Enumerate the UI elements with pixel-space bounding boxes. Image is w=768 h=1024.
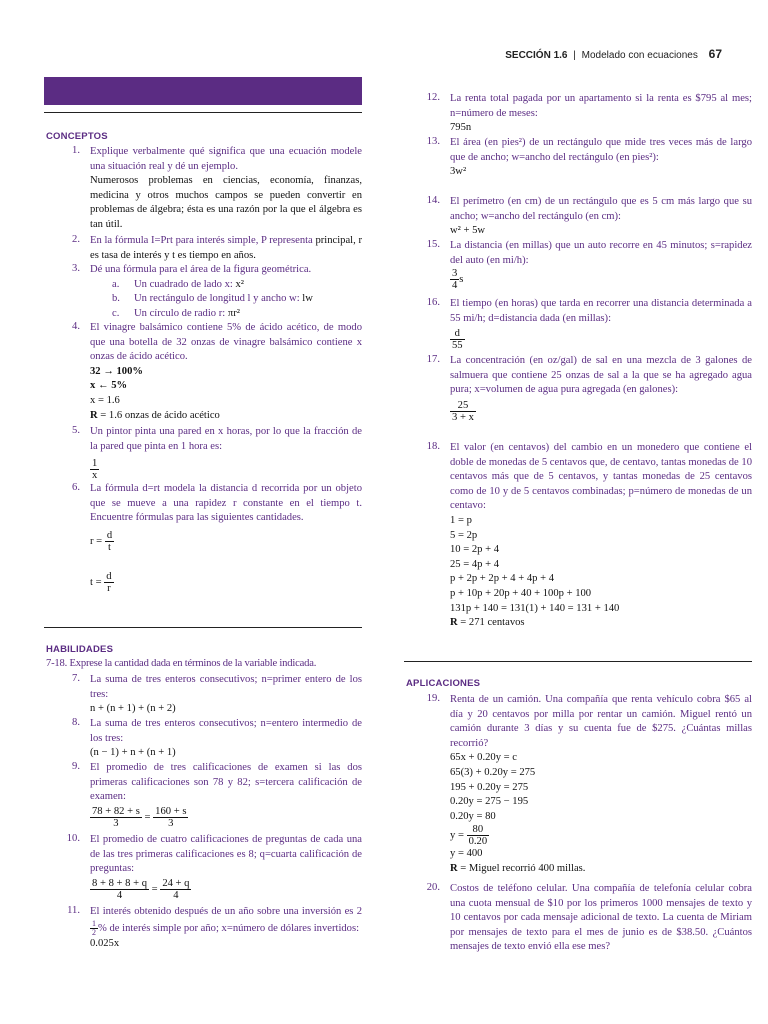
heading-aplicaciones: APLICACIONES [406, 678, 481, 689]
sub-label: b. [112, 293, 120, 305]
question-text: La suma de tres enteros consecutivos; n=primer entero de los tres: [90, 674, 362, 700]
work-line: 195 + 0.20y = 275 [450, 781, 529, 793]
question-text: Explique verbalmente qué significa que una ecuación modele una situación real y dé un ejemplo. [90, 146, 362, 172]
numerator: d [106, 570, 112, 582]
answer-expression [450, 268, 752, 291]
result-marker: R [450, 617, 458, 629]
answer-text: (n − 1) + n + (n + 1) [90, 747, 176, 759]
answer-equation [90, 806, 362, 829]
answer-expression [450, 824, 752, 847]
sub-item-b [90, 292, 362, 307]
variable: s [459, 274, 464, 286]
exercise-number: 14. [426, 195, 440, 206]
question-text: Costos de teléfono celular. Una compañía de telefonía celular cobra una cuota mensual de $10 por los primeros 1000 mensajes de texto y 10 centavos por cada mensaje adicional de texto. La cuenta de Miriam por mensajes de texto para el mes de junio es de $38.50. ¿Cuántos mensajes de texto envió ella ese mes? [450, 883, 752, 953]
exercise-banner [44, 77, 362, 105]
exercise-number: 3. [72, 263, 80, 274]
formula-fraction [105, 530, 114, 553]
answer-text: principal, r es tasa de interés y t es tiempo en años. [90, 235, 362, 261]
work-line: x = 1.6 [90, 394, 120, 406]
exercise-14 [404, 195, 752, 239]
exercise-8 [44, 717, 362, 761]
exercise-number: 20. [426, 882, 440, 893]
work-line: 32 → 100% [90, 365, 143, 377]
work-line: 65x + 0.20y = c [450, 752, 517, 764]
exercise-number: 17. [426, 354, 440, 365]
exercise-number: 6. [72, 482, 80, 493]
answer-fraction [90, 458, 99, 481]
denominator: 3 [113, 817, 119, 829]
denominator: 2 [92, 927, 96, 937]
work-line: 0.20y = 80 [450, 810, 496, 822]
sub-answer: πr² [227, 307, 240, 319]
question-text: En la fórmula I=Prt para interés simple, P representa [90, 235, 313, 246]
exercise-number: 15. [426, 239, 440, 250]
exercise-number: 1. [72, 145, 80, 156]
exercise-16 [404, 297, 752, 351]
denominator: 4 [452, 280, 458, 292]
result-line [450, 862, 752, 877]
exercise-number: 13. [426, 136, 440, 147]
page-number: 67 [708, 47, 722, 61]
answer-fraction [153, 806, 188, 829]
denominator: 4 [173, 889, 179, 901]
result-line [90, 409, 362, 424]
exercise-15 [404, 239, 752, 291]
exercise-20 [404, 882, 752, 955]
question-text: El área (en pies²) de un rectángulo que mide tres veces más de largo que de ancho; w=ancho del rectángulo (en pies²): [450, 137, 752, 163]
exercise-number: 19. [426, 693, 440, 704]
answer-fraction [450, 400, 476, 423]
numerator: 8 + 8 + 8 + q [92, 877, 148, 889]
sub-answer: x² [235, 278, 244, 290]
work-line: p + 10p + 20p + 40 + 100p + 100 [450, 587, 592, 599]
exercise-9 [44, 761, 362, 829]
denominator: 3 [168, 817, 174, 829]
sub-item-c [90, 307, 362, 322]
answer-fraction [90, 806, 142, 829]
sub-item-a [90, 278, 362, 293]
work-line: p + 2p + 2p + 4 + 4p + 4 [450, 573, 555, 585]
result-marker: R [450, 862, 458, 874]
work-line: 65(3) + 0.20y = 275 [450, 766, 536, 778]
question-text: El vinagre balsámico contiene 5% de ácido acético, de modo que una botella de 32 onzas de vinagre balsámico contiene x onzas de ácido acético. [90, 322, 362, 363]
answer-text: w² + 5w [450, 225, 486, 237]
numerator: 160 + s [155, 805, 187, 817]
exercise-number: 16. [426, 297, 440, 308]
question-text [90, 905, 362, 937]
result-text: = Miguel recorrió 400 millas. [457, 862, 586, 874]
exercise-number: 9. [72, 761, 80, 772]
exercise-19 [404, 693, 752, 877]
running-header [505, 47, 722, 61]
work-line: 1 = p [450, 514, 472, 526]
question-part: El interés obtenido después de un año sobre una inversión es 2 [90, 906, 362, 917]
answer-text: 795n [450, 122, 472, 134]
result-text: = 1.6 onzas de ácido acético [97, 409, 220, 421]
answer-fraction [450, 268, 459, 291]
sub-question: Un cuadrado de lado x: [134, 278, 236, 290]
denominator: t [107, 541, 111, 553]
exercise-17 [404, 354, 752, 423]
answer-fraction [450, 328, 465, 351]
sub-question: Un rectángulo de longitud l y ancho w: [134, 293, 303, 305]
numerator: d [106, 529, 113, 541]
numerator: 25 [450, 400, 476, 412]
denominator: r [107, 582, 111, 594]
formula-lhs: r = [90, 535, 103, 547]
question-text: La concentración (en oz/gal) de sal en una mezcla de 3 galones de salmuera que contiene 25 onzas de sal a la que se ha agregado agua pura; x=volumen de agua pura agregada (en galones): [450, 355, 752, 396]
equals-sign: = [151, 883, 158, 895]
question-text: Renta de un camión. Una compañía que renta vehículo cobra $65 al día y 20 centavos por milla por rentar un camión. Miguel rentó un camión durante 3 días y su cuenta fue de $275. ¿Cuántas millas recorrió? [450, 694, 752, 749]
question-text: El promedio de tres calificaciones de examen si las dos primeras calificaciones son 78 y 82; s=tercera calificación de examen: [90, 762, 362, 803]
answer-text: n + (n + 1) + (n + 2) [90, 703, 176, 715]
question-text: El promedio de cuatro calificaciones de preguntas de cada una de las tres primeras calificaciones es 8; q=cuarta calificación de preguntas: [90, 834, 362, 875]
denominator: 55 [452, 340, 463, 352]
header-separator: | [573, 50, 576, 61]
question-text: Un pintor pinta una pared en x horas, por lo que la fracción de la pared que pinta en 1 hora es: [90, 426, 362, 452]
exercise-12 [404, 92, 752, 136]
result-marker: R [90, 409, 98, 421]
exercise-3 [44, 263, 362, 321]
question-part: % de interés simple por año; x=número de dólares invertidos: [98, 922, 360, 934]
exercise-number: 18. [426, 441, 440, 452]
question-text: El perímetro (en cm) de un rectángulo que es 5 cm más largo que su ancho; w=ancho del rectángulo (en cm): [450, 196, 752, 222]
numerator: 78 + 82 + s [92, 805, 140, 817]
numerator: 24 + q [162, 877, 190, 889]
work-line: 5 = 2p [450, 529, 478, 541]
numerator: d [450, 328, 465, 340]
answer-fraction [467, 824, 490, 847]
work-line: 0.20y = 275 − 195 [450, 796, 529, 808]
exercise-number: 5. [72, 425, 80, 436]
banner-rule [44, 112, 362, 113]
mixed-fraction [90, 920, 98, 937]
exercise-6 [44, 482, 362, 594]
numerator: 80 [467, 824, 490, 836]
exercise-4 [44, 321, 362, 423]
heading-conceptos: CONCEPTOS [46, 131, 108, 142]
sub-question: Un círculo de radio r: [134, 307, 228, 319]
exercise-5 [44, 425, 362, 481]
formula-lhs: y = [450, 830, 464, 842]
answer-text: Numerosos problemas en ciencias, economía, finanzas, medicina y otros muchos campos se pueden convertir en problemas de álgebra; ésta es una razón por la que el álgebra es tan útil. [90, 175, 362, 230]
sub-label: c. [112, 307, 120, 319]
denominator: x [92, 470, 98, 482]
exercise-13 [404, 136, 752, 180]
answer-text: 0.025x [90, 937, 120, 949]
exercise-number: 12. [426, 92, 440, 103]
answer-fraction [160, 878, 191, 901]
heading-habilidades: HABILIDADES [46, 644, 114, 655]
exercise-number: 11. [67, 905, 80, 916]
answer-equation [90, 878, 362, 901]
sub-answer: lw [302, 293, 313, 305]
numerator: 1 [92, 918, 96, 928]
work-line: 131p + 140 = 131(1) + 140 = 131 + 140 [450, 602, 620, 614]
denominator: 4 [116, 889, 123, 901]
exercise-1 [44, 145, 362, 233]
exercise-7 [44, 673, 362, 717]
answer-text: 3w² [450, 166, 467, 178]
exercise-number: 8. [72, 717, 80, 728]
section-rule [44, 627, 362, 628]
formula-fraction [104, 571, 113, 594]
exercise-number: 7. [72, 673, 80, 684]
section-rule [404, 661, 752, 662]
exercise-11 [44, 905, 362, 951]
question-text: El tiempo (en horas) que tarda en recorrer una distancia determinada a 55 mi/h; d=distancia dada (en millas): [450, 298, 752, 324]
instructions: 7-18. Exprese la cantidad dada en términos de la variable indicada. [46, 658, 317, 669]
exercise-number: 4. [72, 321, 80, 332]
numerator: 1 [92, 458, 98, 470]
result-text: = 271 centavos [457, 617, 525, 629]
exercise-number: 10. [66, 833, 80, 844]
question-text: El valor (en centavos) del cambio en un monedero que contiene el doble de monedas de 5 centavos que, de centavo, tantas monedas de 10 centavos más que de 5 centavos, y tantas monedas de 25 centavos como de 10 y de 5 centavos combinadas; p=número de monedas de un centavo: [450, 442, 752, 512]
equals-sign: = [144, 811, 151, 823]
exercise-number: 2. [72, 234, 80, 245]
sub-label: a. [112, 278, 120, 290]
formula-lhs: t = [90, 576, 102, 588]
work-line: x ← 5% [90, 380, 128, 392]
question-text: La fórmula d=rt modela la distancia d recorrida por un objeto que se mueve a una rapidez r constante en el tiempo t. Encuentre fórmulas para las siguientes cantidades. [90, 483, 362, 524]
denominator: 3 + x [452, 411, 474, 423]
section-title: Modelado con ecuaciones [581, 50, 698, 61]
question-text: La suma de tres enteros consecutivos; n=entero intermedio de los tres: [90, 718, 362, 744]
question-text: Dé una fórmula para el área de la figura geométrica. [90, 264, 312, 275]
denominator: 0.20 [468, 836, 488, 848]
work-line: 10 = 2p + 4 [450, 544, 500, 556]
formula-t [90, 571, 362, 594]
question-text: La distancia (en millas) que un auto recorre en 45 minutos; s=rapidez del auto (en mi/h): [450, 240, 752, 266]
numerator: 3 [452, 268, 458, 280]
answer-fraction [90, 878, 149, 901]
result-line [450, 616, 752, 631]
exercise-10 [44, 833, 362, 901]
exercise-2 [44, 234, 362, 263]
formula-r [90, 530, 362, 553]
work-line: y = 400 [450, 848, 483, 860]
section-label: SECCIÓN 1.6 [505, 50, 568, 61]
work-line: 25 = 4p + 4 [450, 558, 500, 570]
question-text: La renta total pagada por un apartamento si la renta es $795 al mes; n=número de meses: [450, 93, 752, 119]
exercise-18 [404, 441, 752, 631]
